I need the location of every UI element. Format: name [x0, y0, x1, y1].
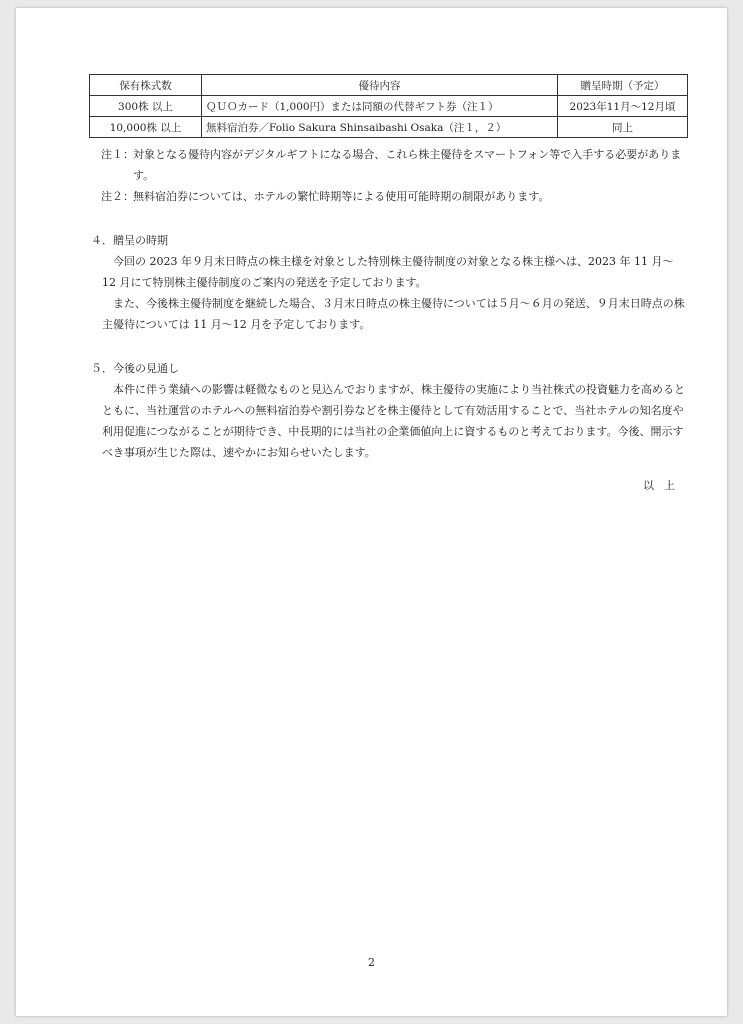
paragraph: また、今後株主優待制度を継続した場合、３月末日時点の株主優待については５月～６月の発送、９月末日時点の株主優待については 11 月～12 月を予定しております。 — [102, 297, 685, 331]
cell-benefit: 無料宿泊券／Folio Sakura Shinsaibashi Osaka（注１，２） — [202, 117, 558, 138]
note-1 — [89, 144, 687, 186]
section-heading: ４．贈呈の時期 — [91, 234, 168, 247]
closing-remark: 以上 — [643, 479, 685, 492]
table-row — [90, 96, 688, 117]
note-text: 対象となる優待内容がデジタルギフトになる場合、これら株主優待をスマートフォン等で入手する必要があります。 — [133, 148, 682, 182]
benefits-table — [89, 74, 688, 138]
note-label: 注２： — [101, 190, 134, 203]
page-content — [89, 74, 687, 493]
document-page — [16, 8, 727, 1016]
table-header-row — [90, 75, 688, 96]
cell-shares: 300株 以上 — [90, 96, 202, 117]
cell-timing: 2023年11月～12月頃 — [558, 96, 688, 117]
cell-benefit: ＱＵＯカード（1,000円）または同額の代替ギフト券（注１） — [202, 96, 558, 117]
cell-shares: 10,000株 以上 — [90, 117, 202, 138]
paragraph: 本件に伴う業績への影響は軽微なものと見込んでおりますが、株主優待の実施により当社株式の投資魅力を高めるとともに、当社運営のホテルへの無料宿泊券や割引券などを株主優待として有効活用することで、当社ホテルの知名度や利用促進につながることが期待でき、中長期的には当社の企業価値向上に資するものと考えております。今後、開示すべき事項が生じた際は、速やかにお知らせいたします。 — [102, 383, 685, 459]
note-label: 注１： — [101, 148, 134, 161]
page-number: 2 — [368, 956, 375, 969]
section-timing — [89, 230, 687, 335]
header-shares: 保有株式数 — [90, 75, 202, 96]
notes — [89, 144, 687, 207]
note-2 — [89, 186, 687, 207]
section-outlook — [89, 358, 687, 463]
header-benefit: 優待内容 — [202, 75, 558, 96]
paragraph: 今回の 2023 年９月末日時点の株主様を対象とした特別株主優待制度の対象となる株主様へは、2023 年 11 月～12 月にて特別株主優待制度のご案内の発送を予定しております。 — [102, 255, 674, 289]
cell-timing: 同上 — [558, 117, 688, 138]
table-row — [90, 117, 688, 138]
header-timing: 贈呈時期（予定） — [558, 75, 688, 96]
section-heading: ５．今後の見通し — [91, 362, 179, 375]
note-text: 無料宿泊券については、ホテルの繁忙時期等による使用可能時期の制限があります。 — [133, 190, 550, 203]
